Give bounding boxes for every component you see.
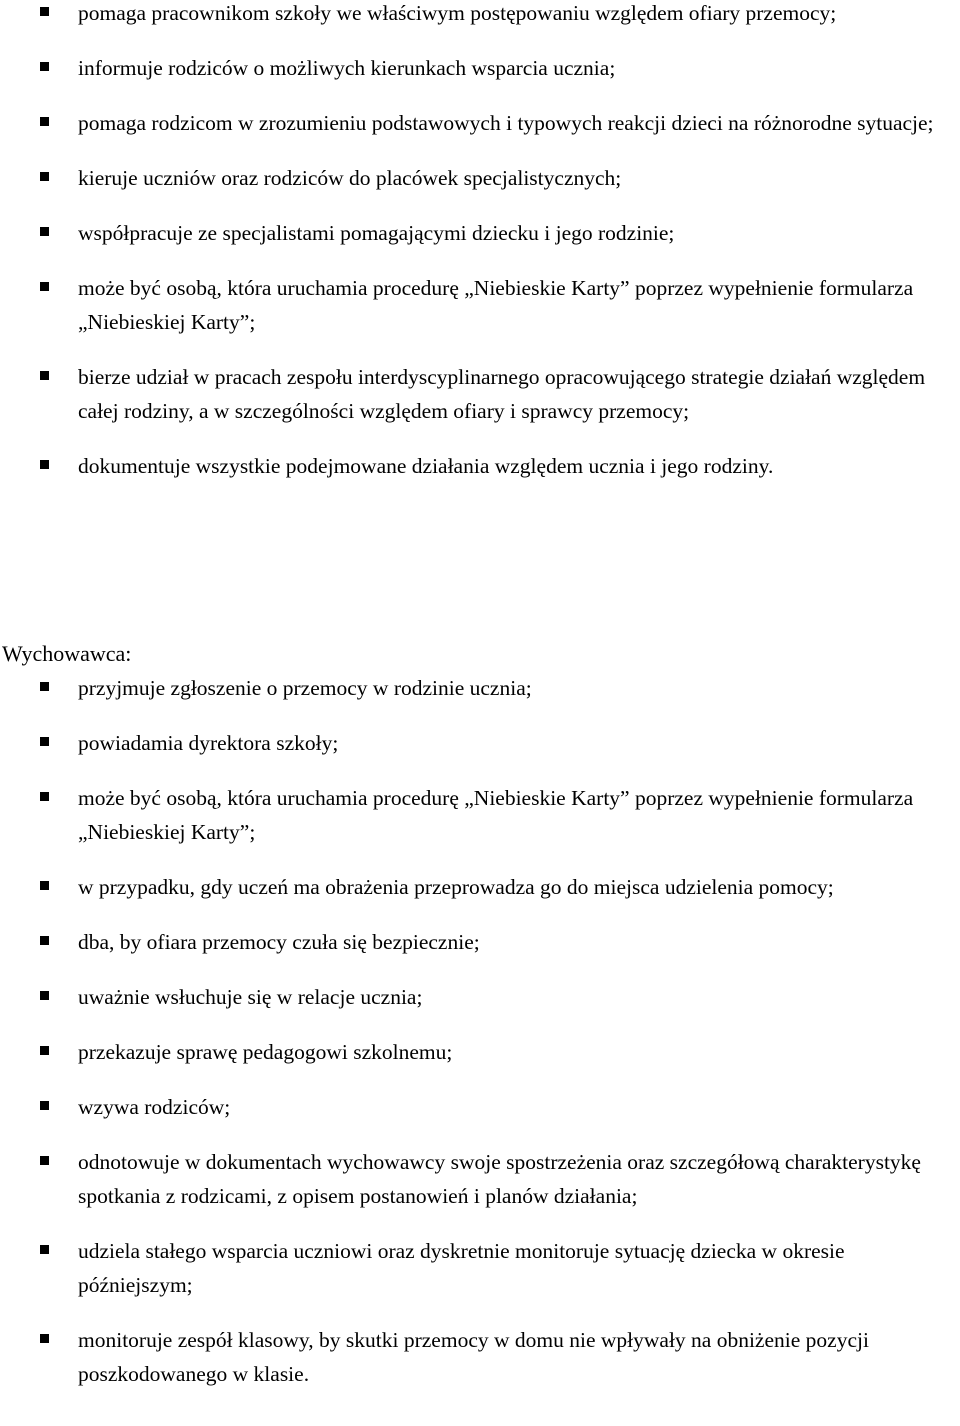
list-item — [0, 0, 960, 30]
list-item-text: informuje rodziców o możliwych kierunkach wsparcia ucznia; — [78, 56, 616, 80]
list-item — [0, 781, 960, 849]
square-bullet-icon — [40, 282, 49, 291]
list-item — [0, 271, 960, 339]
list-item — [0, 1090, 960, 1124]
square-bullet-icon — [40, 117, 49, 126]
list-item-text: pomaga rodzicom w zrozumieniu podstawowych i typowych reakcji dzieci na różnorodne sytuacje; — [78, 111, 934, 135]
list-item-text: uważnie wsłuchuje się w relacje ucznia; — [78, 985, 423, 1009]
list-item — [0, 726, 960, 760]
list-item — [0, 980, 960, 1014]
list-item — [0, 671, 960, 705]
list-item — [0, 1035, 960, 1069]
list-item-text: udziela stałego wsparcia uczniowi oraz dyskretnie monitoruje sytuację dziecka w okresie późniejszym; — [78, 1239, 845, 1297]
list-item — [0, 1234, 960, 1302]
list-item — [0, 161, 960, 195]
list-item — [0, 870, 960, 904]
pedagog-duties-section — [0, 0, 960, 504]
list-item-text: może być osobą, która uruchamia procedurę „Niebieskie Karty” poprzez wypełnienie formularza „Niebieskiej Karty”; — [78, 786, 914, 844]
list-item — [0, 449, 960, 483]
square-bullet-icon — [40, 881, 49, 890]
list-item — [0, 106, 960, 140]
square-bullet-icon — [40, 991, 49, 1000]
list-item-text: odnotowuje w dokumentach wychowawcy swoje spostrzeżenia oraz szczegółową charakterystykę spotkania z rodzicami, z opisem postanowień i planów działania; — [78, 1150, 921, 1208]
square-bullet-icon — [40, 1334, 49, 1343]
square-bullet-icon — [40, 1156, 49, 1165]
pedagog-duties-list — [0, 0, 960, 483]
square-bullet-icon — [40, 1046, 49, 1055]
square-bullet-icon — [40, 1101, 49, 1110]
square-bullet-icon — [40, 172, 49, 181]
list-item-text: może być osobą, która uruchamia procedurę „Niebieskie Karty” poprzez wypełnienie formularza „Niebieskiej Karty”; — [78, 276, 914, 334]
square-bullet-icon — [40, 936, 49, 945]
list-item-text: wzywa rodziców; — [78, 1095, 231, 1119]
list-item-text: dba, by ofiara przemocy czuła się bezpiecznie; — [78, 930, 480, 954]
list-item-text: bierze udział w pracach zespołu interdyscyplinarnego opracowującego strategie działań względem całej rodziny, a w szczególności względem ofiary i sprawcy przemocy; — [78, 365, 926, 423]
list-item-text: powiadamia dyrektora szkoły; — [78, 731, 339, 755]
list-item-text: w przypadku, gdy uczeń ma obrażenia przeprowadza go do miejsca udzielenia pomocy; — [78, 875, 834, 899]
square-bullet-icon — [40, 62, 49, 71]
list-item-text: kieruje uczniów oraz rodziców do placówek specjalistycznych; — [78, 166, 622, 190]
list-item — [0, 1323, 960, 1391]
list-item-text: przekazuje sprawę pedagogowi szkolnemu; — [78, 1040, 453, 1064]
list-item — [0, 1145, 960, 1213]
square-bullet-icon — [40, 371, 49, 380]
square-bullet-icon — [40, 7, 49, 16]
wychowawca-duties-list — [0, 671, 960, 1391]
section-heading: Wychowawca: — [2, 641, 132, 666]
square-bullet-icon — [40, 1245, 49, 1254]
list-item-text: pomaga pracownikom szkoły we właściwym postępowaniu względem ofiary przemocy; — [78, 1, 837, 25]
list-item — [0, 51, 960, 85]
square-bullet-icon — [40, 737, 49, 746]
square-bullet-icon — [40, 682, 49, 691]
square-bullet-icon — [40, 227, 49, 236]
wychowawca-section — [0, 637, 960, 1412]
list-item-text: przyjmuje zgłoszenie o przemocy w rodzinie ucznia; — [78, 676, 532, 700]
list-item — [0, 925, 960, 959]
list-item — [0, 216, 960, 250]
list-item-text: współpracuje ze specjalistami pomagającymi dziecku i jego rodzinie; — [78, 221, 675, 245]
list-item — [0, 360, 960, 428]
square-bullet-icon — [40, 460, 49, 469]
list-item-text: dokumentuje wszystkie podejmowane działania względem ucznia i jego rodziny. — [78, 454, 774, 478]
square-bullet-icon — [40, 792, 49, 801]
list-item-text: monitoruje zespół klasowy, by skutki przemocy w domu nie wpływały na obniżenie pozycji poszkodowanego w klasie. — [78, 1328, 869, 1386]
